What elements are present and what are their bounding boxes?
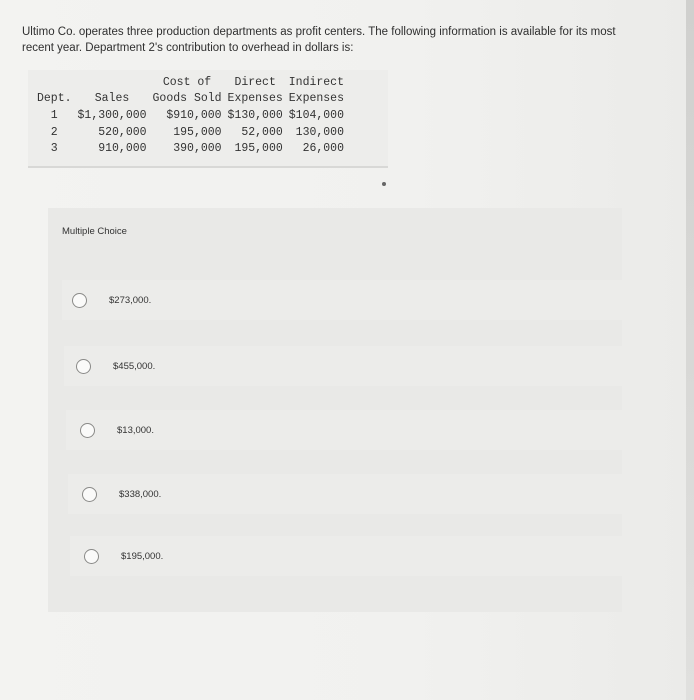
table-header: Sales	[94, 92, 130, 106]
table-header: Dept.	[37, 92, 72, 106]
table-cell: 26,000	[302, 142, 344, 156]
radio-button-icon[interactable]	[82, 487, 97, 502]
table-header: Expenses	[288, 92, 344, 106]
stray-mark	[382, 182, 386, 186]
choice-label: $455,000.	[113, 360, 156, 372]
choice-label: $195,000.	[121, 550, 164, 562]
choice-option-5[interactable]	[70, 536, 626, 576]
table-cell: 3	[50, 142, 58, 156]
data-table	[34, 74, 347, 157]
question-text	[22, 24, 662, 56]
table-cell: 390,000	[173, 142, 222, 156]
table-header	[34, 74, 75, 91]
table-header-row-top	[34, 74, 347, 91]
table-cell: 1	[50, 108, 58, 122]
table-cell: 130,000	[295, 125, 344, 139]
table-row	[34, 124, 347, 141]
table-cell: 910,000	[98, 142, 147, 156]
table-header: Expenses	[227, 92, 283, 106]
choice-label: $13,000.	[117, 424, 154, 436]
question-line-2: recent year. Department 2's contribution to overhead in dollars is:	[22, 42, 354, 54]
table-cell: $130,000	[227, 108, 283, 122]
choice-option-3[interactable]	[66, 410, 630, 450]
radio-button-icon[interactable]	[76, 359, 91, 374]
table-cell: 2	[50, 125, 58, 139]
table-cell: 520,000	[98, 125, 147, 139]
table-cell: $104,000	[288, 108, 344, 122]
table-header: Goods Sold	[152, 92, 222, 106]
data-table-container	[28, 70, 388, 168]
table-row	[34, 107, 347, 124]
choice-label: $273,000.	[109, 294, 152, 306]
multiple-choice-label: Multiple Choice	[62, 226, 127, 237]
radio-button-icon[interactable]	[80, 423, 95, 438]
table-cell: 52,000	[241, 125, 283, 139]
table-row	[34, 140, 347, 157]
choice-option-1[interactable]	[62, 280, 630, 320]
choice-option-2[interactable]	[64, 346, 630, 386]
table-cell: $1,300,000	[77, 108, 147, 122]
table-header	[75, 74, 150, 91]
table-cell: 195,000	[173, 125, 222, 139]
radio-button-icon[interactable]	[84, 549, 99, 564]
table-header: Cost of	[162, 75, 212, 89]
radio-button-icon[interactable]	[72, 293, 87, 308]
window-edge	[686, 0, 694, 700]
question-line-1: Ultimo Co. operates three production departments as profit centers. The following information is available for its most	[22, 26, 616, 38]
table-header: Direct	[234, 75, 276, 89]
table-header-row-bottom	[34, 91, 347, 108]
choice-label: $338,000.	[119, 488, 162, 500]
table-header: Indirect	[288, 75, 344, 89]
choice-option-4[interactable]	[68, 474, 628, 514]
table-cell: $910,000	[166, 108, 222, 122]
table-cell: 195,000	[234, 142, 283, 156]
